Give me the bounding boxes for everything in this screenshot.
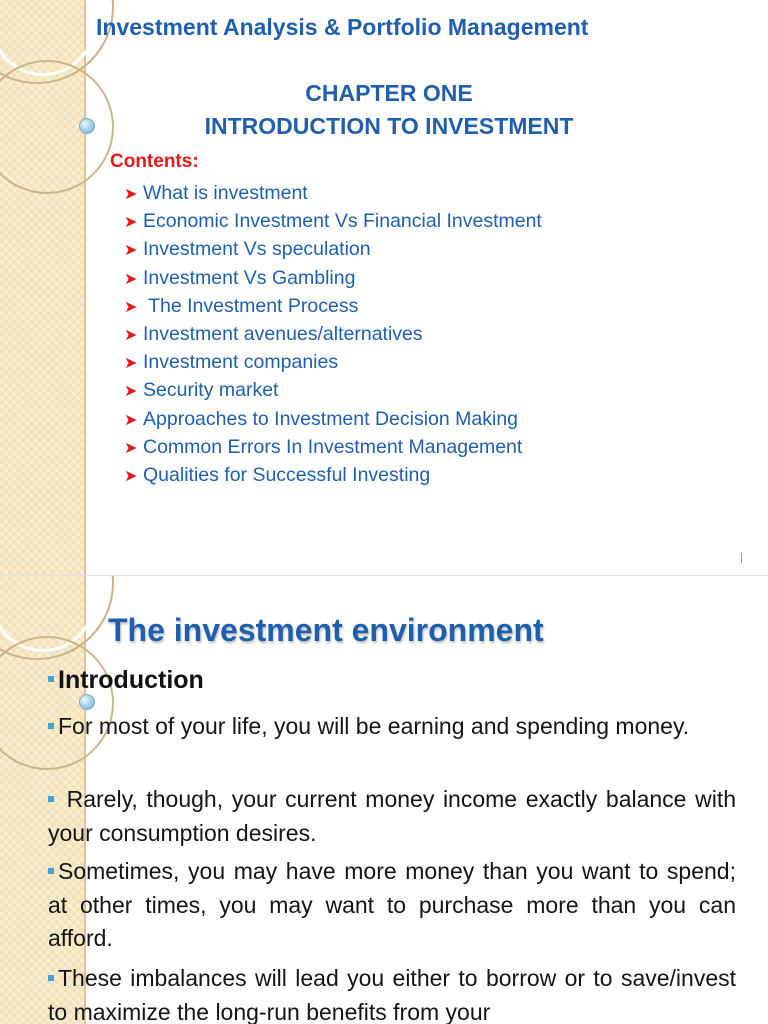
- contents-item: [124, 207, 542, 235]
- decorative-dot-icon: [79, 694, 95, 710]
- square-bullet-icon: [48, 676, 54, 682]
- document-title: Investment Analysis & Portfolio Management: [96, 14, 589, 40]
- arrowhead-bullet-icon: ➤: [124, 411, 138, 429]
- arrowhead-bullet-icon: ➤: [124, 186, 138, 203]
- contents-item: [124, 405, 542, 433]
- contents-item: [124, 235, 542, 263]
- slide-investment-environment: [0, 576, 768, 1024]
- contents-item-label: Investment Vs speculation: [143, 238, 371, 261]
- paragraph-text: Sometimes, you may have more money than you want to spend; at other times, you may want to purchase more than you can afford.: [48, 858, 736, 951]
- contents-item: [124, 292, 542, 320]
- slide-title: The investment environment: [108, 612, 544, 648]
- chapter-title: INTRODUCTION TO INVESTMENT: [204, 113, 574, 139]
- contents-item: [124, 376, 542, 404]
- paragraph-text: For most of your life, you will be earning and spending money.: [58, 713, 690, 739]
- introduction-heading: [48, 666, 204, 695]
- body-paragraph: [48, 962, 736, 1024]
- contents-item-label: Investment Vs Gambling: [143, 266, 356, 289]
- arrowhead-bullet-icon: ➤: [124, 214, 138, 232]
- contents-list: [124, 179, 542, 489]
- arrowhead-bullet-icon: ➤: [124, 298, 138, 316]
- arrowhead-bullet-icon: ➤: [124, 326, 138, 344]
- contents-item: [124, 179, 542, 207]
- arrowhead-bullet-icon: ➤: [124, 383, 138, 401]
- contents-item-label: What is investment: [143, 182, 308, 204]
- arrowhead-bullet-icon: ➤: [124, 242, 138, 260]
- body-paragraph: [48, 783, 736, 850]
- contents-item: [124, 461, 542, 489]
- square-bullet-icon: [48, 723, 54, 729]
- square-bullet-icon: [48, 975, 54, 981]
- introduction-heading-text: Introduction: [58, 666, 204, 694]
- contents-item-label: Approaches to Investment Decision Making: [143, 407, 519, 430]
- contents-item-label: Security market: [143, 379, 279, 402]
- contents-item-label: The Investment Process: [143, 294, 359, 317]
- page-marker: [741, 553, 742, 563]
- decorative-ring: [0, 636, 114, 770]
- contents-item: [124, 264, 542, 292]
- arrowhead-bullet-icon: ➤: [124, 439, 138, 457]
- body-paragraph: [48, 710, 736, 744]
- contents-item-label: Investment avenues/alternatives: [143, 322, 423, 345]
- chapter-number: CHAPTER ONE: [305, 80, 473, 106]
- contents-item-label: Qualities for Successful Investing: [143, 463, 431, 486]
- contents-item-label: Common Errors In Investment Management: [143, 435, 523, 458]
- arrowhead-bullet-icon: ➤: [124, 355, 138, 373]
- contents-label: Contents:: [110, 151, 199, 172]
- arrowhead-bullet-icon: ➤: [124, 467, 138, 485]
- contents-item: [124, 433, 542, 461]
- square-bullet-icon: [48, 868, 54, 874]
- contents-item-label: Economic Investment Vs Financial Investment: [143, 210, 542, 233]
- arrowhead-bullet-icon: ➤: [124, 270, 138, 288]
- contents-item: [124, 320, 542, 348]
- paragraph-text: These imbalances will lead you either to borrow or to save/invest to maximize the long-run benefits from your: [48, 965, 736, 1024]
- square-bullet-icon: [48, 796, 54, 802]
- contents-item-label: Investment companies: [143, 351, 339, 374]
- paragraph-text: Rarely, though, your current money income exactly balance with your consumption desires.: [48, 786, 736, 846]
- contents-item: [124, 348, 542, 376]
- body-paragraph: [48, 855, 736, 956]
